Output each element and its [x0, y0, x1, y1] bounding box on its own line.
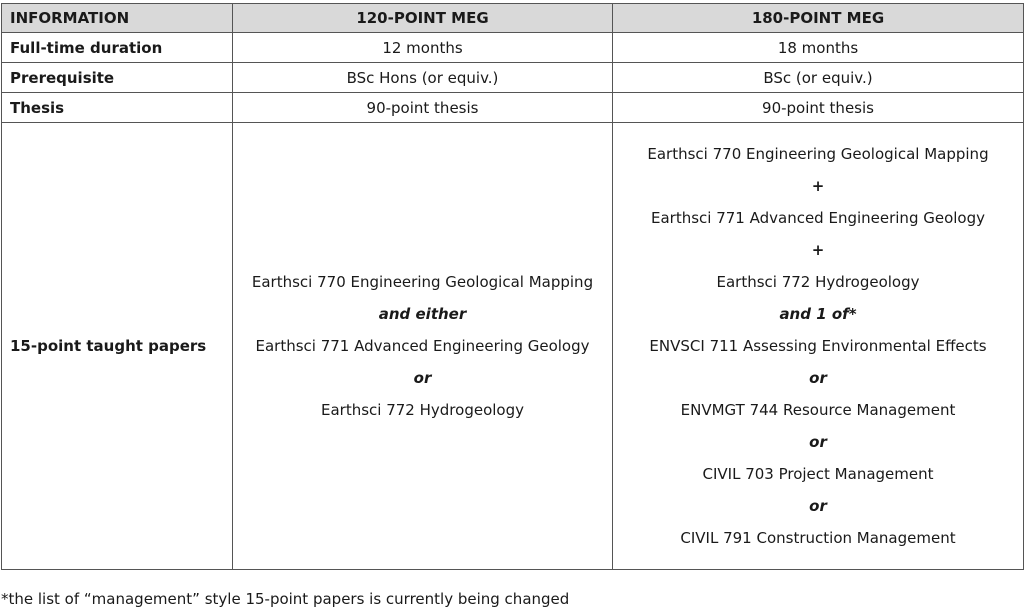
cell-180: 18 months — [613, 33, 1024, 63]
paper-item: CIVIL 791 Construction Management — [680, 529, 956, 547]
conjunction: + — [811, 177, 825, 195]
table-row-thesis — [2, 93, 1024, 123]
header-120-point-meg: 120-POINT MEG — [233, 4, 613, 33]
table-row-papers — [2, 123, 1024, 570]
conjunction: or — [809, 369, 827, 387]
conjunction: and 1 of* — [779, 305, 857, 323]
cell-180: 90-point thesis — [613, 93, 1024, 123]
row-label: 15-point taught papers — [2, 123, 233, 570]
meg-comparison-table — [1, 3, 1024, 570]
conjunction: and either — [378, 305, 467, 323]
footnote: *the list of “management” style 15-point papers is currently being changed — [1, 590, 570, 608]
paper-item: Earthsci 772 Hydrogeology — [321, 401, 524, 419]
cell-120: 12 months — [233, 33, 613, 63]
table-row-prerequisite — [2, 63, 1024, 93]
row-label: Thesis — [2, 93, 233, 123]
conjunction: + — [811, 241, 825, 259]
paper-item: CIVIL 703 Project Management — [702, 465, 934, 483]
papers-180-cell — [613, 123, 1024, 570]
paper-item: Earthsci 772 Hydrogeology — [716, 273, 920, 291]
row-label: Prerequisite — [2, 63, 233, 93]
table-row-duration — [2, 33, 1024, 63]
papers-120-cell — [233, 123, 613, 570]
header-row — [2, 4, 1024, 33]
paper-item: Earthsci 770 Engineering Geological Mapping — [251, 273, 594, 291]
paper-item: ENVMGT 744 Resource Management — [680, 401, 956, 419]
paper-item: Earthsci 771 Advanced Engineering Geology — [255, 337, 590, 355]
paper-item: Earthsci 771 Advanced Engineering Geology — [650, 209, 986, 227]
paper-item: Earthsci 770 Engineering Geological Mapping — [647, 145, 989, 163]
header-information: INFORMATION — [2, 4, 233, 33]
conjunction: or — [413, 369, 432, 387]
conjunction: or — [809, 497, 827, 515]
row-label: Full-time duration — [2, 33, 233, 63]
header-180-point-meg: 180-POINT MEG — [613, 4, 1024, 33]
cell-120: BSc Hons (or equiv.) — [233, 63, 613, 93]
conjunction: or — [809, 433, 827, 451]
cell-180: BSc (or equiv.) — [613, 63, 1024, 93]
paper-item: ENVSCI 711 Assessing Environmental Effects — [649, 337, 987, 355]
cell-120: 90-point thesis — [233, 93, 613, 123]
